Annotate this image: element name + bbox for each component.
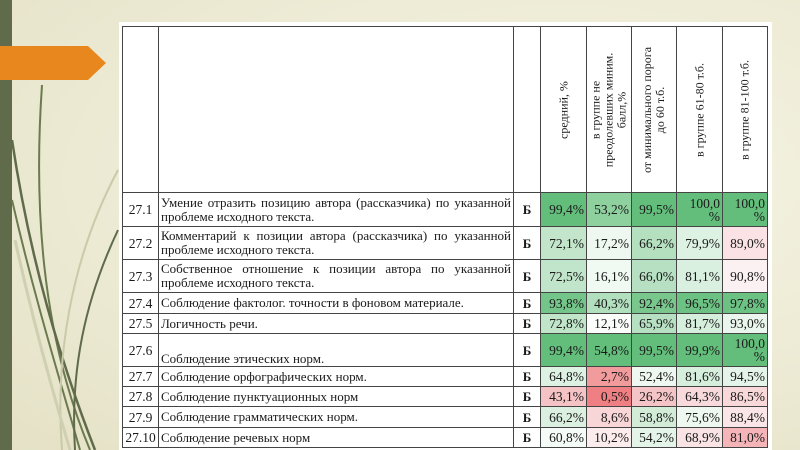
row-value: 40,3% [587,293,632,314]
table-row [123,334,768,367]
row-value: 92,4% [632,293,677,314]
row-level: Б [514,193,541,227]
row-value: 64,3% [677,387,723,407]
row-number: 27.10 [123,428,159,448]
row-value: 0,5% [587,387,632,407]
row-number: 27.4 [123,293,159,314]
row-value: 100,0 % [677,193,723,227]
row-value: 72,5% [541,260,587,293]
row-value: 96,5% [677,293,723,314]
row-value: 93,8% [541,293,587,314]
results-table [122,26,768,448]
table-header-row [123,27,768,193]
row-description: Комментарий к позиции автора (рассказчика) по указанной проблеме исходного текста. [159,227,514,260]
row-value: 86,5% [723,387,768,407]
row-number: 27.6 [123,334,159,367]
header-min-to-60: от минимального порога до 60 т.б. [632,27,677,193]
row-value: 81,7% [677,314,723,334]
row-number: 27.3 [123,260,159,293]
row-description: Соблюдение грамматических норм. [159,407,514,428]
row-value: 97,8% [723,293,768,314]
row-number: 27.9 [123,407,159,428]
row-value: 72,1% [541,227,587,260]
row-value: 8,6% [587,407,632,428]
table-row [123,428,768,448]
row-value: 79,9% [677,227,723,260]
row-description: Логичность речи. [159,314,514,334]
row-number: 27.1 [123,193,159,227]
table-row [123,387,768,407]
row-value: 100,0 % [723,193,768,227]
row-value: 75,6% [677,407,723,428]
row-value: 99,5% [632,334,677,367]
row-value: 66,0% [632,260,677,293]
row-number: 27.7 [123,367,159,387]
row-level: Б [514,428,541,448]
header-81-100: в группе 81-100 т.б. [723,27,768,193]
row-level: Б [514,387,541,407]
row-value: 64,8% [541,367,587,387]
row-value: 16,1% [587,260,632,293]
row-value: 99,4% [541,193,587,227]
row-number: 27.8 [123,387,159,407]
row-value: 66,2% [632,227,677,260]
row-value: 53,2% [587,193,632,227]
row-value: 68,9% [677,428,723,448]
row-value: 66,2% [541,407,587,428]
row-value: 90,8% [723,260,768,293]
row-value: 89,0% [723,227,768,260]
row-value: 100,0 % [723,334,768,367]
row-value: 12,1% [587,314,632,334]
table-row [123,407,768,428]
table-body [123,193,768,448]
header-61-80: в группе 61-80 т.б. [677,27,723,193]
header-level [514,27,541,193]
row-value: 81,6% [677,367,723,387]
row-level: Б [514,260,541,293]
table-row [123,314,768,334]
row-value: 94,5% [723,367,768,387]
row-value: 52,4% [632,367,677,387]
row-value: 65,9% [632,314,677,334]
row-level: Б [514,334,541,367]
header-desc [159,27,514,193]
row-value: 10,2% [587,428,632,448]
table-row [123,260,768,293]
row-level: Б [514,293,541,314]
table-row [123,293,768,314]
row-description: Соблюдение речевых норм [159,428,514,448]
row-value: 99,4% [541,334,587,367]
row-value: 88,4% [723,407,768,428]
row-value: 60,8% [541,428,587,448]
table-row [123,193,768,227]
row-description: Соблюдение фактолог. точности в фоновом материале. [159,293,514,314]
row-value: 17,2% [587,227,632,260]
row-description: Умение отразить позицию автора (рассказчика) по указанной проблеме исходного текста. [159,193,514,227]
orange-arrow-banner [0,46,106,80]
row-value: 93,0% [723,314,768,334]
row-level: Б [514,314,541,334]
row-value: 99,5% [632,193,677,227]
table-row [123,367,768,387]
row-level: Б [514,407,541,428]
row-description: Соблюдение пунктуационных норм [159,387,514,407]
header-not-passed: в группе не преодолевших миним. балл,% [587,27,632,193]
row-description: Соблюдение орфографических норм. [159,367,514,387]
row-number: 27.5 [123,314,159,334]
row-value: 58,8% [632,407,677,428]
row-description: Соблюдение этических норм. [159,334,514,367]
row-level: Б [514,367,541,387]
row-description: Собственное отношение к позиции автора по указанной проблеме исходного текста. [159,260,514,293]
row-value: 54,2% [632,428,677,448]
row-value: 72,8% [541,314,587,334]
row-value: 54,8% [587,334,632,367]
row-value: 43,1% [541,387,587,407]
header-average: средний, % [541,27,587,193]
row-value: 99,9% [677,334,723,367]
row-value: 81,1% [677,260,723,293]
row-value: 26,2% [632,387,677,407]
header-num [123,27,159,193]
table-row [123,227,768,260]
row-value: 2,7% [587,367,632,387]
row-number: 27.2 [123,227,159,260]
row-level: Б [514,227,541,260]
row-value: 81,0% [723,428,768,448]
